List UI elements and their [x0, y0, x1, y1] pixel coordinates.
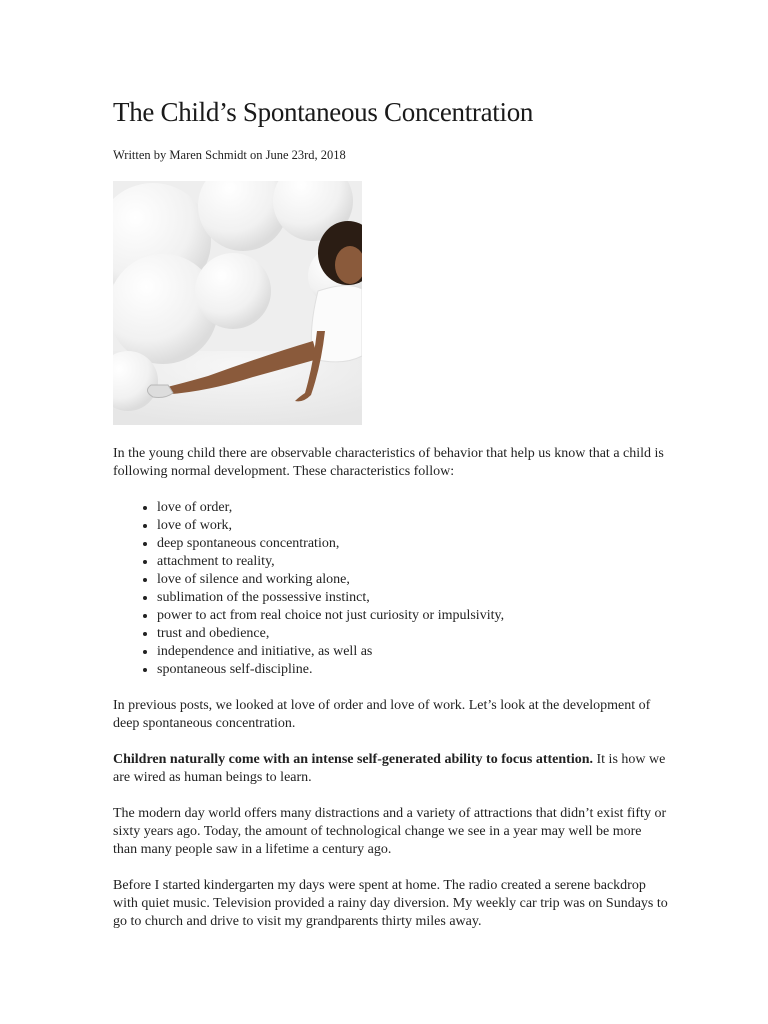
list-item: • sublimation of the possessive instinct, — [157, 589, 668, 607]
list-item: • deep spontaneous concentration, — [157, 535, 668, 553]
article-byline: Written by Maren Schmidt on June 23rd, 2018 — [113, 148, 346, 162]
list-item: • love of order, — [157, 499, 668, 517]
characteristics-list — [113, 499, 668, 679]
previous-posts-paragraph: In previous posts, we looked at love of order and love of work. Let’s look at the development of deep spontaneous concentration. — [113, 698, 651, 731]
before-kindergarten-paragraph: Before I started kindergarten my days were spent at home. The radio created a serene backdrop with quiet music. Television provided a rainy day diversion. My weekly car trip was on Sundays to go to church and drive to visit my grandparents thirty miles away. — [113, 878, 668, 929]
focus-paragraph-rest: It is how we are wired as human beings to learn. — [113, 752, 666, 785]
focus-paragraph — [113, 751, 668, 787]
modern-world-paragraph: The modern day world offers many distractions and a variety of attractions that didn’t exist fifty or sixty years ago. Today, the amount of technological change we see in a year may well be more than many people saw in a lifetime a century ago. — [113, 806, 667, 857]
list-item: • love of silence and working alone, — [157, 571, 668, 589]
list-item: • independence and initiative, as well as — [157, 643, 668, 661]
list-item: • love of work, — [157, 517, 668, 535]
list-item: • power to act from real choice not just curiosity or impulsivity, — [157, 607, 668, 625]
focus-bold-statement: Children naturally come with an intense self-generated ability to focus attention. — [113, 752, 593, 767]
article-title: The Child’s Spontaneous Concentration — [113, 97, 534, 127]
article-photo — [113, 181, 362, 425]
child-with-balloons-image — [113, 181, 362, 425]
intro-paragraph: In the young child there are observable characteristics of behavior that help us know that a child is following normal development. These characteristics follow: — [113, 446, 664, 479]
list-item: • spontaneous self-discipline. — [157, 661, 668, 679]
article — [113, 92, 668, 931]
list-item: • attachment to reality, — [157, 553, 668, 571]
list-item: • trust and obedience, — [157, 625, 668, 643]
